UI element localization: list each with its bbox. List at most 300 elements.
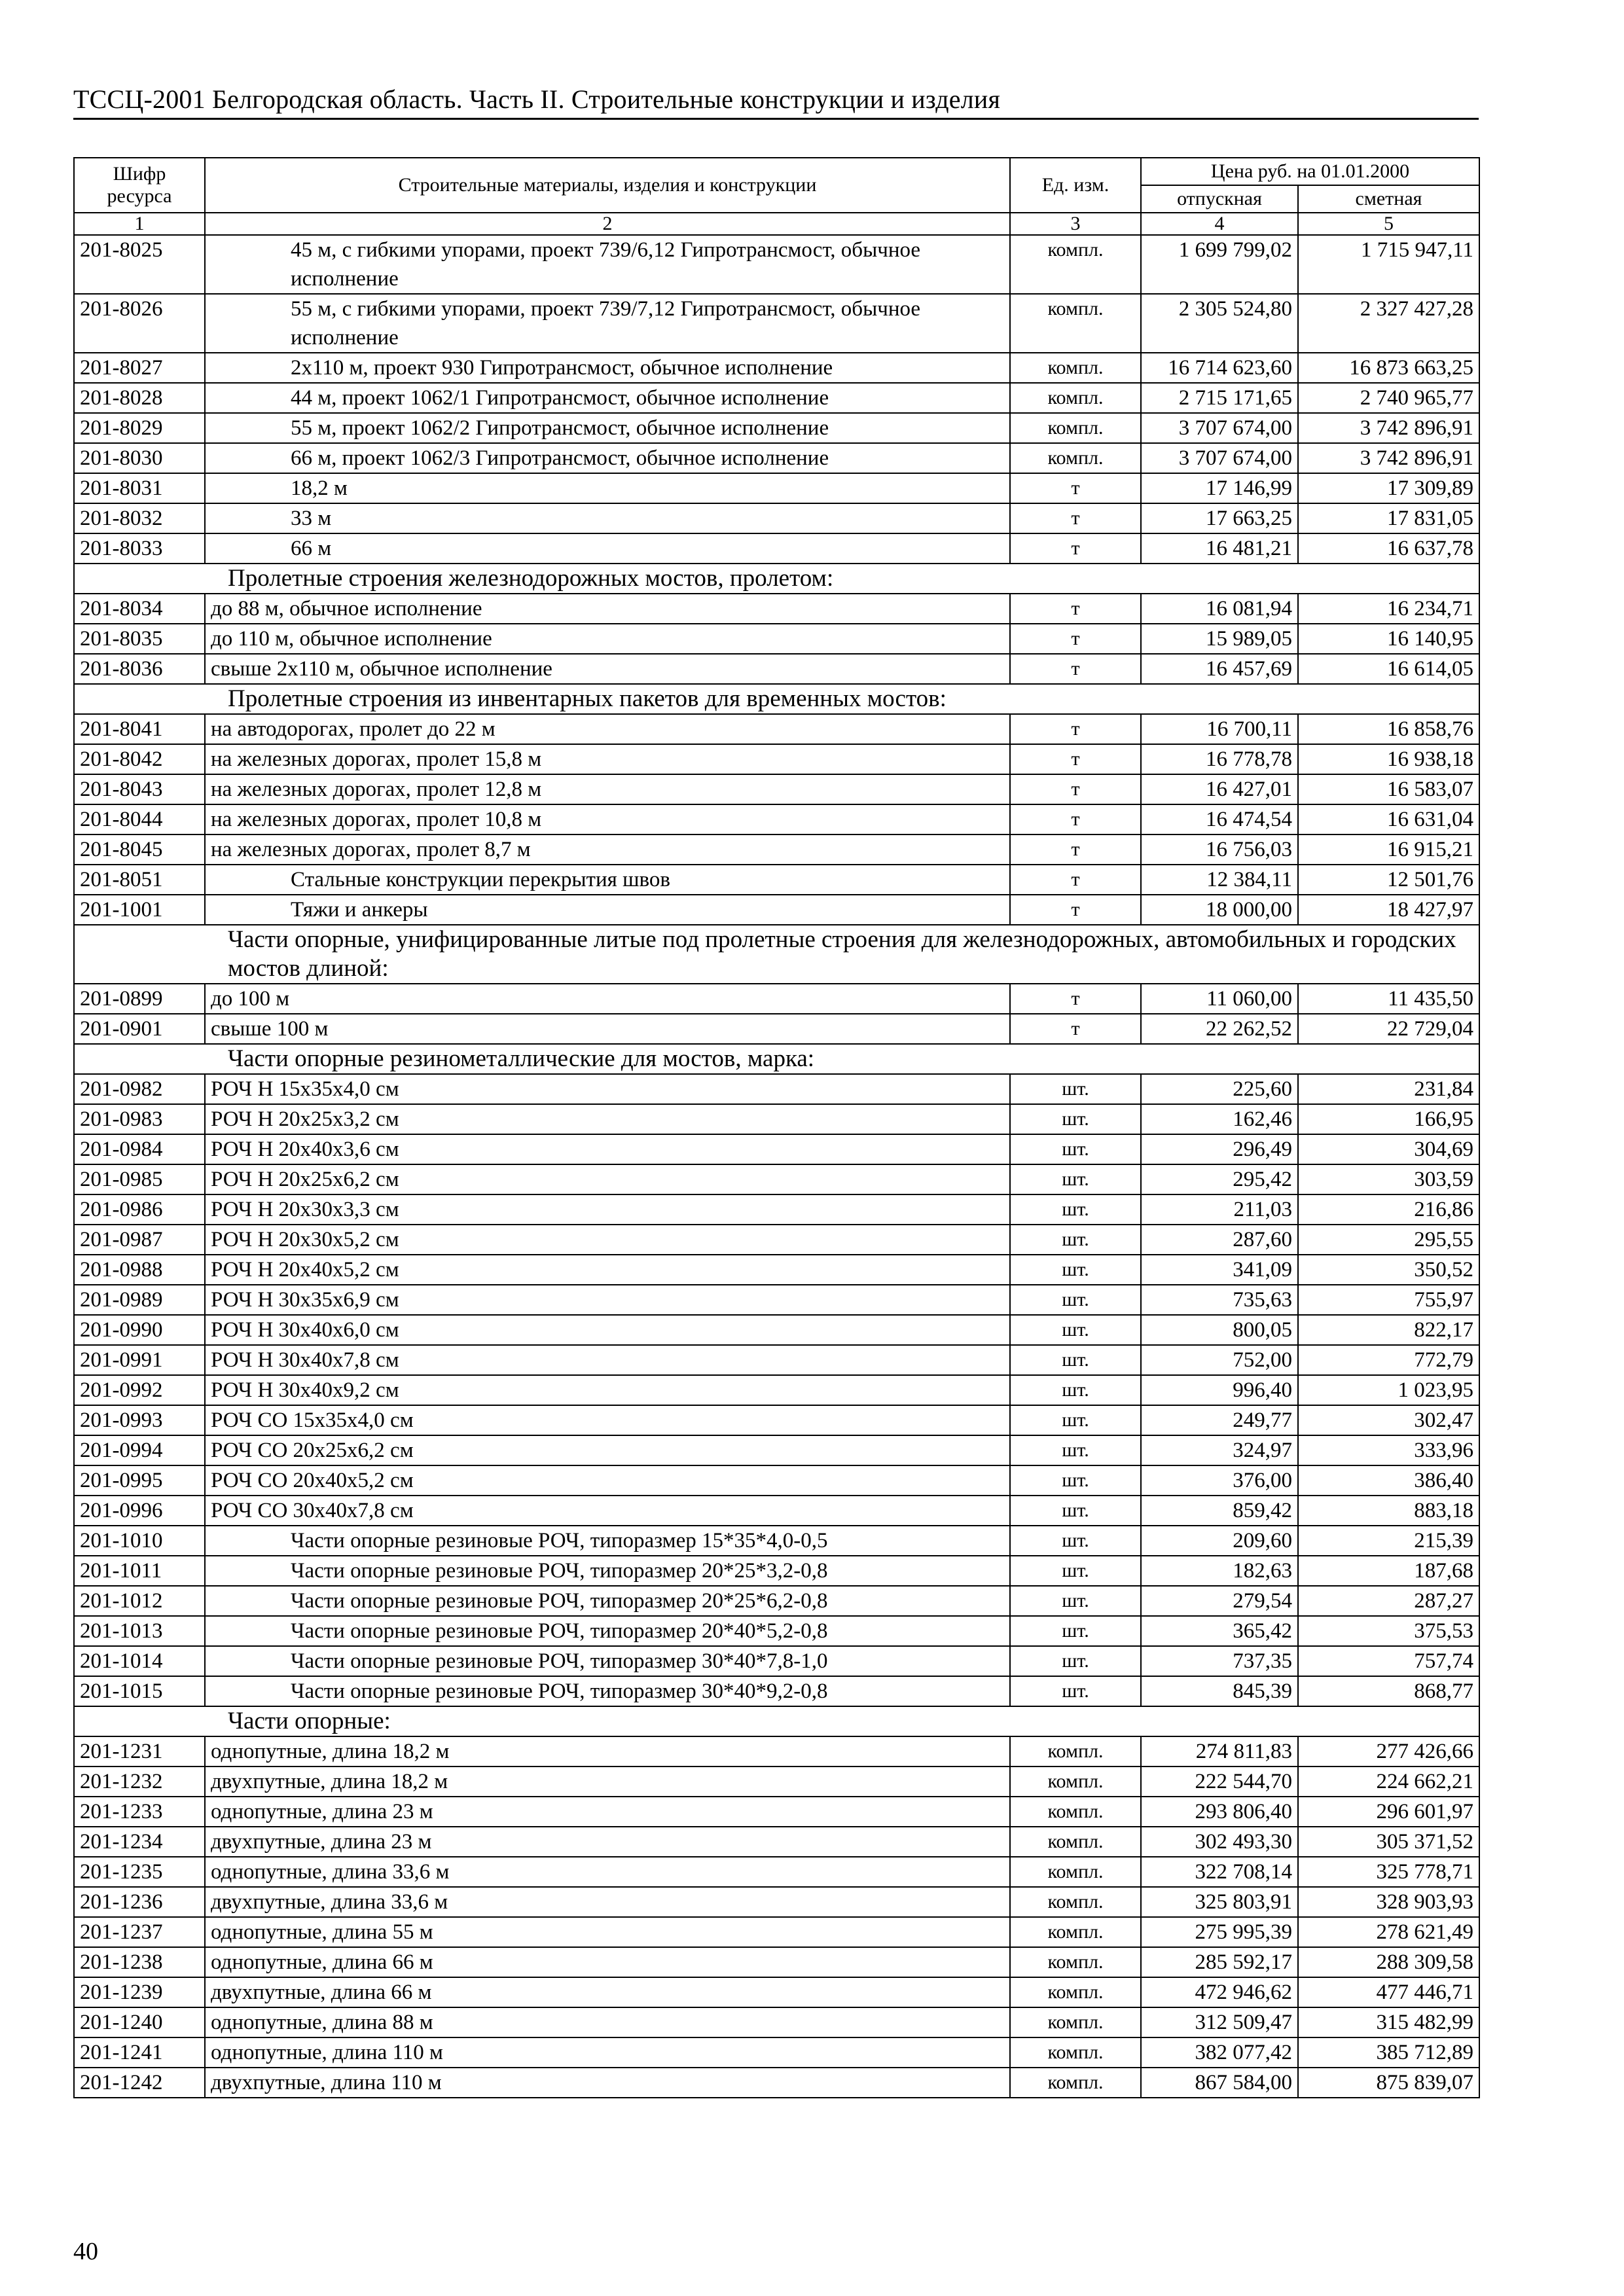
- release-price: 225,60: [1141, 1074, 1298, 1104]
- release-price: 11 060,00: [1141, 984, 1298, 1014]
- table-row: [74, 1465, 1479, 1496]
- resource-code: 201-8032: [74, 503, 205, 533]
- material-name: двухпутные, длина 23 м: [205, 1827, 1010, 1857]
- table-row: [74, 804, 1479, 834]
- unit-cell: шт.: [1010, 1375, 1141, 1405]
- release-price: 274 811,83: [1141, 1736, 1298, 1767]
- table-row: [74, 654, 1479, 684]
- material-name: РОЧ Н 20х30х3,3 см: [205, 1194, 1010, 1225]
- estimate-price: 772,79: [1298, 1345, 1479, 1375]
- table-row: [74, 1887, 1479, 1917]
- table-row: [74, 1646, 1479, 1676]
- material-name: РОЧ Н 20х40х3,6 см: [205, 1134, 1010, 1164]
- table-row: [74, 714, 1479, 744]
- unit-cell: шт.: [1010, 1285, 1141, 1315]
- estimate-price: 3 742 896,91: [1298, 443, 1479, 473]
- estimate-price: 16 637,78: [1298, 533, 1479, 564]
- release-price: 16 081,94: [1141, 594, 1298, 624]
- material-name: 55 м, проект 1062/2 Гипротрансмост, обычное исполнение: [205, 413, 1010, 443]
- resource-code: 201-8044: [74, 804, 205, 834]
- material-name: 66 м, проект 1062/3 Гипротрансмост, обычное исполнение: [205, 443, 1010, 473]
- resource-code: 201-0901: [74, 1014, 205, 1044]
- table-row: [74, 744, 1479, 774]
- release-price: 209,60: [1141, 1526, 1298, 1556]
- estimate-price: 883,18: [1298, 1496, 1479, 1526]
- table-row: [74, 1797, 1479, 1827]
- header-rule: [73, 118, 1479, 120]
- table-row: [74, 895, 1479, 925]
- table-row: [74, 294, 1479, 353]
- material-name: РОЧ Н 15х35х4,0 см: [205, 1074, 1010, 1104]
- release-price: 382 077,42: [1141, 2037, 1298, 2068]
- material-name: двухпутные, длина 33,6 м: [205, 1887, 1010, 1917]
- resource-code: 201-0984: [74, 1134, 205, 1164]
- resource-code: 201-8043: [74, 774, 205, 804]
- estimate-price: 477 446,71: [1298, 1977, 1479, 2007]
- unit-cell: шт.: [1010, 1465, 1141, 1496]
- unit-cell: т: [1010, 984, 1141, 1014]
- estimate-price: 231,84: [1298, 1074, 1479, 1104]
- material-name: РОЧ Н 20х25х3,2 см: [205, 1104, 1010, 1134]
- release-price: 341,09: [1141, 1255, 1298, 1285]
- unit-cell: компл.: [1010, 1947, 1141, 1977]
- material-name: двухпутные, длина 18,2 м: [205, 1767, 1010, 1797]
- unit-cell: компл.: [1010, 1797, 1141, 1827]
- table-row: [74, 443, 1479, 473]
- unit-cell: шт.: [1010, 1074, 1141, 1104]
- resource-code: 201-1011: [74, 1556, 205, 1586]
- material-name: Части опорные резиновые РОЧ, типоразмер 15*35*4,0-0,5: [205, 1526, 1010, 1556]
- material-name: до 88 м, обычное исполнение: [205, 594, 1010, 624]
- table-row: [74, 1616, 1479, 1646]
- section-row: [74, 1044, 1479, 1074]
- estimate-price: 868,77: [1298, 1676, 1479, 1706]
- unit-cell: т: [1010, 774, 1141, 804]
- table-row: [74, 1315, 1479, 1345]
- estimate-price: 333,96: [1298, 1435, 1479, 1465]
- unit-cell: шт.: [1010, 1646, 1141, 1676]
- table-row: [74, 1767, 1479, 1797]
- release-price: 296,49: [1141, 1134, 1298, 1164]
- estimate-price: 2 327 427,28: [1298, 294, 1479, 353]
- resource-code: 201-1237: [74, 1917, 205, 1947]
- resource-code: 201-0992: [74, 1375, 205, 1405]
- release-price: 325 803,91: [1141, 1887, 1298, 1917]
- table-row: [74, 1586, 1479, 1616]
- unit-cell: компл.: [1010, 2007, 1141, 2037]
- material-name: РОЧ СО 20х25х6,2 см: [205, 1435, 1010, 1465]
- release-price: 737,35: [1141, 1646, 1298, 1676]
- resource-code: 201-1015: [74, 1676, 205, 1706]
- unit-cell: шт.: [1010, 1616, 1141, 1646]
- unit-cell: шт.: [1010, 1225, 1141, 1255]
- resource-code: 201-8041: [74, 714, 205, 744]
- estimate-price: 386,40: [1298, 1465, 1479, 1496]
- unit-cell: компл.: [1010, 2068, 1141, 2098]
- release-price: 22 262,52: [1141, 1014, 1298, 1044]
- unit-cell: компл.: [1010, 1767, 1141, 1797]
- estimate-price: 1 023,95: [1298, 1375, 1479, 1405]
- estimate-price: 277 426,66: [1298, 1736, 1479, 1767]
- col-number: 2: [205, 213, 1010, 235]
- resource-code: 201-8051: [74, 865, 205, 895]
- col-number: 1: [74, 213, 205, 235]
- table-row: [74, 1405, 1479, 1435]
- material-name: на железных дорогах, пролет 8,7 м: [205, 834, 1010, 865]
- release-price: 3 707 674,00: [1141, 413, 1298, 443]
- unit-cell: т: [1010, 1014, 1141, 1044]
- material-name: РОЧ Н 30х35х6,9 см: [205, 1285, 1010, 1315]
- estimate-price: 2 740 965,77: [1298, 383, 1479, 413]
- resource-code: 201-0996: [74, 1496, 205, 1526]
- table-row: [74, 1556, 1479, 1586]
- material-name: РОЧ Н 30х40х6,0 см: [205, 1315, 1010, 1345]
- estimate-price: 166,95: [1298, 1104, 1479, 1134]
- release-price: 302 493,30: [1141, 1827, 1298, 1857]
- resource-code: 201-8035: [74, 624, 205, 654]
- table-row: [74, 865, 1479, 895]
- release-price: 365,42: [1141, 1616, 1298, 1646]
- table-row: [74, 984, 1479, 1014]
- resource-code: 201-0899: [74, 984, 205, 1014]
- table-row: [74, 2037, 1479, 2068]
- resource-code: 201-8033: [74, 533, 205, 564]
- material-name: 33 м: [205, 503, 1010, 533]
- resource-code: 201-1233: [74, 1797, 205, 1827]
- material-name: РОЧ СО 20х40х5,2 см: [205, 1465, 1010, 1496]
- resource-code: 201-0991: [74, 1345, 205, 1375]
- material-name: свыше 2х110 м, обычное исполнение: [205, 654, 1010, 684]
- material-name: однопутные, длина 88 м: [205, 2007, 1010, 2037]
- release-price: 285 592,17: [1141, 1947, 1298, 1977]
- release-price: 752,00: [1141, 1345, 1298, 1375]
- material-name: однопутные, длина 55 м: [205, 1917, 1010, 1947]
- section-row: [74, 925, 1479, 984]
- release-price: 16 714 623,60: [1141, 353, 1298, 383]
- unit-cell: компл.: [1010, 2037, 1141, 2068]
- unit-cell: шт.: [1010, 1255, 1141, 1285]
- estimate-price: 16 140,95: [1298, 624, 1479, 654]
- resource-code: 201-1242: [74, 2068, 205, 2098]
- unit-cell: компл.: [1010, 443, 1141, 473]
- resource-code: 201-1231: [74, 1736, 205, 1767]
- col-header-price: Цена руб. на 01.01.2000: [1141, 158, 1479, 185]
- estimate-price: 302,47: [1298, 1405, 1479, 1435]
- material-name: РОЧ Н 30х40х7,8 см: [205, 1345, 1010, 1375]
- estimate-price: 16 873 663,25: [1298, 353, 1479, 383]
- estimate-price: 278 621,49: [1298, 1917, 1479, 1947]
- table-row: [74, 1917, 1479, 1947]
- release-price: 16 474,54: [1141, 804, 1298, 834]
- release-price: 16 756,03: [1141, 834, 1298, 865]
- estimate-price: 16 938,18: [1298, 744, 1479, 774]
- table-row: [74, 1857, 1479, 1887]
- col-header-release: отпускная: [1141, 185, 1298, 213]
- estimate-price: 304,69: [1298, 1134, 1479, 1164]
- table-body: [74, 235, 1479, 2098]
- unit-cell: компл.: [1010, 235, 1141, 294]
- estimate-price: 11 435,50: [1298, 984, 1479, 1014]
- release-price: 211,03: [1141, 1194, 1298, 1225]
- estimate-price: 3 742 896,91: [1298, 413, 1479, 443]
- unit-cell: шт.: [1010, 1556, 1141, 1586]
- table-row: [74, 353, 1479, 383]
- resource-code: 201-0989: [74, 1285, 205, 1315]
- estimate-price: 187,68: [1298, 1556, 1479, 1586]
- unit-cell: т: [1010, 654, 1141, 684]
- unit-cell: шт.: [1010, 1496, 1141, 1526]
- unit-cell: т: [1010, 834, 1141, 865]
- release-price: 287,60: [1141, 1225, 1298, 1255]
- unit-cell: компл.: [1010, 1736, 1141, 1767]
- material-name: РОЧ Н 30х40х9,2 см: [205, 1375, 1010, 1405]
- resource-code: 201-1239: [74, 1977, 205, 2007]
- resource-code: 201-1234: [74, 1827, 205, 1857]
- table-row: [74, 383, 1479, 413]
- unit-cell: т: [1010, 533, 1141, 564]
- material-name: РОЧ СО 15х35х4,0 см: [205, 1405, 1010, 1435]
- release-price: 867 584,00: [1141, 2068, 1298, 2098]
- resource-code: 201-0983: [74, 1104, 205, 1134]
- table-row: [74, 1435, 1479, 1465]
- section-row: [74, 564, 1479, 594]
- material-name: 45 м, с гибкими упорами, проект 739/6,12 Гипротрансмост, обычное исполнение: [205, 235, 1010, 294]
- unit-cell: компл.: [1010, 383, 1141, 413]
- unit-cell: т: [1010, 624, 1141, 654]
- resource-code: 201-1001: [74, 895, 205, 925]
- resource-code: 201-1013: [74, 1616, 205, 1646]
- material-name: 2х110 м, проект 930 Гипротрансмост, обычное исполнение: [205, 353, 1010, 383]
- unit-cell: шт.: [1010, 1104, 1141, 1134]
- material-name: Части опорные резиновые РОЧ, типоразмер 20*25*6,2-0,8: [205, 1586, 1010, 1616]
- table-row: [74, 1375, 1479, 1405]
- estimate-price: 215,39: [1298, 1526, 1479, 1556]
- material-name: РОЧ Н 20х25х6,2 см: [205, 1164, 1010, 1194]
- release-price: 162,46: [1141, 1104, 1298, 1134]
- release-price: 800,05: [1141, 1315, 1298, 1345]
- material-name: однопутные, длина 110 м: [205, 2037, 1010, 2068]
- material-name: на железных дорогах, пролет 15,8 м: [205, 744, 1010, 774]
- resource-code: 201-0986: [74, 1194, 205, 1225]
- estimate-price: 295,55: [1298, 1225, 1479, 1255]
- unit-cell: компл.: [1010, 353, 1141, 383]
- material-name: на автодорогах, пролет до 22 м: [205, 714, 1010, 744]
- table-row: [74, 624, 1479, 654]
- table-row: [74, 473, 1479, 503]
- release-price: 17 663,25: [1141, 503, 1298, 533]
- unit-cell: компл.: [1010, 1887, 1141, 1917]
- unit-cell: т: [1010, 804, 1141, 834]
- section-title: Части опорные:: [74, 1706, 1479, 1736]
- page-title: ТССЦ-2001 Белгородская область. Часть II. Строительные конструкции и изделия: [73, 84, 1001, 114]
- release-price: 735,63: [1141, 1285, 1298, 1315]
- material-name: однопутные, длина 66 м: [205, 1947, 1010, 1977]
- release-price: 859,42: [1141, 1496, 1298, 1526]
- material-name: Части опорные резиновые РОЧ, типоразмер 30*40*7,8-1,0: [205, 1646, 1010, 1676]
- table-row: [74, 1285, 1479, 1315]
- estimate-price: 288 309,58: [1298, 1947, 1479, 1977]
- material-name: Стальные конструкции перекрытия швов: [205, 865, 1010, 895]
- unit-cell: т: [1010, 895, 1141, 925]
- unit-cell: шт.: [1010, 1345, 1141, 1375]
- release-price: 222 544,70: [1141, 1767, 1298, 1797]
- unit-cell: компл.: [1010, 1977, 1141, 2007]
- release-price: 16 778,78: [1141, 744, 1298, 774]
- release-price: 16 457,69: [1141, 654, 1298, 684]
- estimate-price: 757,74: [1298, 1646, 1479, 1676]
- unit-cell: т: [1010, 714, 1141, 744]
- col-number: 4: [1141, 213, 1298, 235]
- estimate-price: 315 482,99: [1298, 2007, 1479, 2037]
- table-row: [74, 1496, 1479, 1526]
- table-row: [74, 1255, 1479, 1285]
- resource-code: 201-8029: [74, 413, 205, 443]
- col-header-name: Строительные материалы, изделия и конструкции: [205, 158, 1010, 213]
- estimate-price: 18 427,97: [1298, 895, 1479, 925]
- table-row: [74, 1104, 1479, 1134]
- estimate-price: 12 501,76: [1298, 865, 1479, 895]
- resource-code: 201-1240: [74, 2007, 205, 2037]
- estimate-price: 216,86: [1298, 1194, 1479, 1225]
- resource-code: 201-0994: [74, 1435, 205, 1465]
- unit-cell: компл.: [1010, 1917, 1141, 1947]
- table-row: [74, 1947, 1479, 1977]
- resource-code: 201-8042: [74, 744, 205, 774]
- unit-cell: шт.: [1010, 1676, 1141, 1706]
- column-numbers-row: [74, 213, 1479, 235]
- estimate-price: 17 831,05: [1298, 503, 1479, 533]
- table-row: [74, 235, 1479, 294]
- resource-code: 201-8030: [74, 443, 205, 473]
- table-row: [74, 774, 1479, 804]
- col-header-estimate: сметная: [1298, 185, 1479, 213]
- table-row: [74, 1827, 1479, 1857]
- table-row: [74, 2007, 1479, 2037]
- release-price: 16 481,21: [1141, 533, 1298, 564]
- estimate-price: 16 858,76: [1298, 714, 1479, 744]
- resource-code: 201-1010: [74, 1526, 205, 1556]
- unit-cell: т: [1010, 744, 1141, 774]
- material-name: Части опорные резиновые РОЧ, типоразмер 20*40*5,2-0,8: [205, 1616, 1010, 1646]
- material-name: однопутные, длина 18,2 м: [205, 1736, 1010, 1767]
- unit-cell: компл.: [1010, 1857, 1141, 1887]
- release-price: 3 707 674,00: [1141, 443, 1298, 473]
- release-price: 15 989,05: [1141, 624, 1298, 654]
- release-price: 996,40: [1141, 1375, 1298, 1405]
- resource-code: 201-0985: [74, 1164, 205, 1194]
- resource-code: 201-0995: [74, 1465, 205, 1496]
- material-name: 66 м: [205, 533, 1010, 564]
- col-header-code: Шифр ресурса: [74, 158, 205, 213]
- table-row: [74, 1014, 1479, 1044]
- release-price: 472 946,62: [1141, 1977, 1298, 2007]
- resource-code: 201-1238: [74, 1947, 205, 1977]
- release-price: 295,42: [1141, 1164, 1298, 1194]
- estimate-price: 328 903,93: [1298, 1887, 1479, 1917]
- unit-cell: шт.: [1010, 1194, 1141, 1225]
- estimate-price: 305 371,52: [1298, 1827, 1479, 1857]
- release-price: 18 000,00: [1141, 895, 1298, 925]
- material-name: 55 м, с гибкими упорами, проект 739/7,12 Гипротрансмост, обычное исполнение: [205, 294, 1010, 353]
- price-table: [73, 157, 1480, 2098]
- unit-cell: шт.: [1010, 1405, 1141, 1435]
- material-name: РОЧ Н 20х30х5,2 см: [205, 1225, 1010, 1255]
- estimate-price: 375,53: [1298, 1616, 1479, 1646]
- resource-code: 201-8034: [74, 594, 205, 624]
- release-price: 322 708,14: [1141, 1857, 1298, 1887]
- material-name: Части опорные резиновые РОЧ, типоразмер 30*40*9,2-0,8: [205, 1676, 1010, 1706]
- table-row: [74, 834, 1479, 865]
- col-number: 3: [1010, 213, 1141, 235]
- estimate-price: 16 234,71: [1298, 594, 1479, 624]
- material-name: 44 м, проект 1062/1 Гипротрансмост, обычное исполнение: [205, 383, 1010, 413]
- estimate-price: 22 729,04: [1298, 1014, 1479, 1044]
- unit-cell: т: [1010, 473, 1141, 503]
- unit-cell: компл.: [1010, 413, 1141, 443]
- table-row: [74, 2068, 1479, 2098]
- resource-code: 201-8031: [74, 473, 205, 503]
- estimate-price: 16 583,07: [1298, 774, 1479, 804]
- material-name: однопутные, длина 23 м: [205, 1797, 1010, 1827]
- material-name: двухпутные, длина 66 м: [205, 1977, 1010, 2007]
- release-price: 16 700,11: [1141, 714, 1298, 744]
- resource-code: 201-0990: [74, 1315, 205, 1345]
- resource-code: 201-1241: [74, 2037, 205, 2068]
- estimate-price: 350,52: [1298, 1255, 1479, 1285]
- material-name: Части опорные резиновые РОЧ, типоразмер 20*25*3,2-0,8: [205, 1556, 1010, 1586]
- table-row: [74, 413, 1479, 443]
- estimate-price: 16 614,05: [1298, 654, 1479, 684]
- col-header-unit: Ед. изм.: [1010, 158, 1141, 213]
- release-price: 312 509,47: [1141, 2007, 1298, 2037]
- section-title: Пролетные строения из инвентарных пакетов для временных мостов:: [74, 684, 1479, 714]
- unit-cell: шт.: [1010, 1164, 1141, 1194]
- release-price: 249,77: [1141, 1405, 1298, 1435]
- resource-code: 201-1235: [74, 1857, 205, 1887]
- estimate-price: 17 309,89: [1298, 473, 1479, 503]
- material-name: на железных дорогах, пролет 10,8 м: [205, 804, 1010, 834]
- table-row: [74, 1736, 1479, 1767]
- resource-code: 201-1014: [74, 1646, 205, 1676]
- estimate-price: 296 601,97: [1298, 1797, 1479, 1827]
- resource-code: 201-8027: [74, 353, 205, 383]
- table-row: [74, 1164, 1479, 1194]
- resource-code: 201-0988: [74, 1255, 205, 1285]
- release-price: 275 995,39: [1141, 1917, 1298, 1947]
- table-row: [74, 1526, 1479, 1556]
- estimate-price: 822,17: [1298, 1315, 1479, 1345]
- unit-cell: шт.: [1010, 1315, 1141, 1345]
- resource-code: 201-0993: [74, 1405, 205, 1435]
- release-price: 293 806,40: [1141, 1797, 1298, 1827]
- table-row: [74, 1134, 1479, 1164]
- release-price: 845,39: [1141, 1676, 1298, 1706]
- table-row: [74, 533, 1479, 564]
- estimate-price: 1 715 947,11: [1298, 235, 1479, 294]
- unit-cell: компл.: [1010, 294, 1141, 353]
- resource-code: 201-8025: [74, 235, 205, 294]
- section-title: Пролетные строения железнодорожных мостов, пролетом:: [74, 564, 1479, 594]
- release-price: 17 146,99: [1141, 473, 1298, 503]
- table-row: [74, 1345, 1479, 1375]
- estimate-price: 16 631,04: [1298, 804, 1479, 834]
- table-row: [74, 1676, 1479, 1706]
- estimate-price: 224 662,21: [1298, 1767, 1479, 1797]
- resource-code: 201-0987: [74, 1225, 205, 1255]
- unit-cell: т: [1010, 865, 1141, 895]
- release-price: 182,63: [1141, 1556, 1298, 1586]
- release-price: 2 305 524,80: [1141, 294, 1298, 353]
